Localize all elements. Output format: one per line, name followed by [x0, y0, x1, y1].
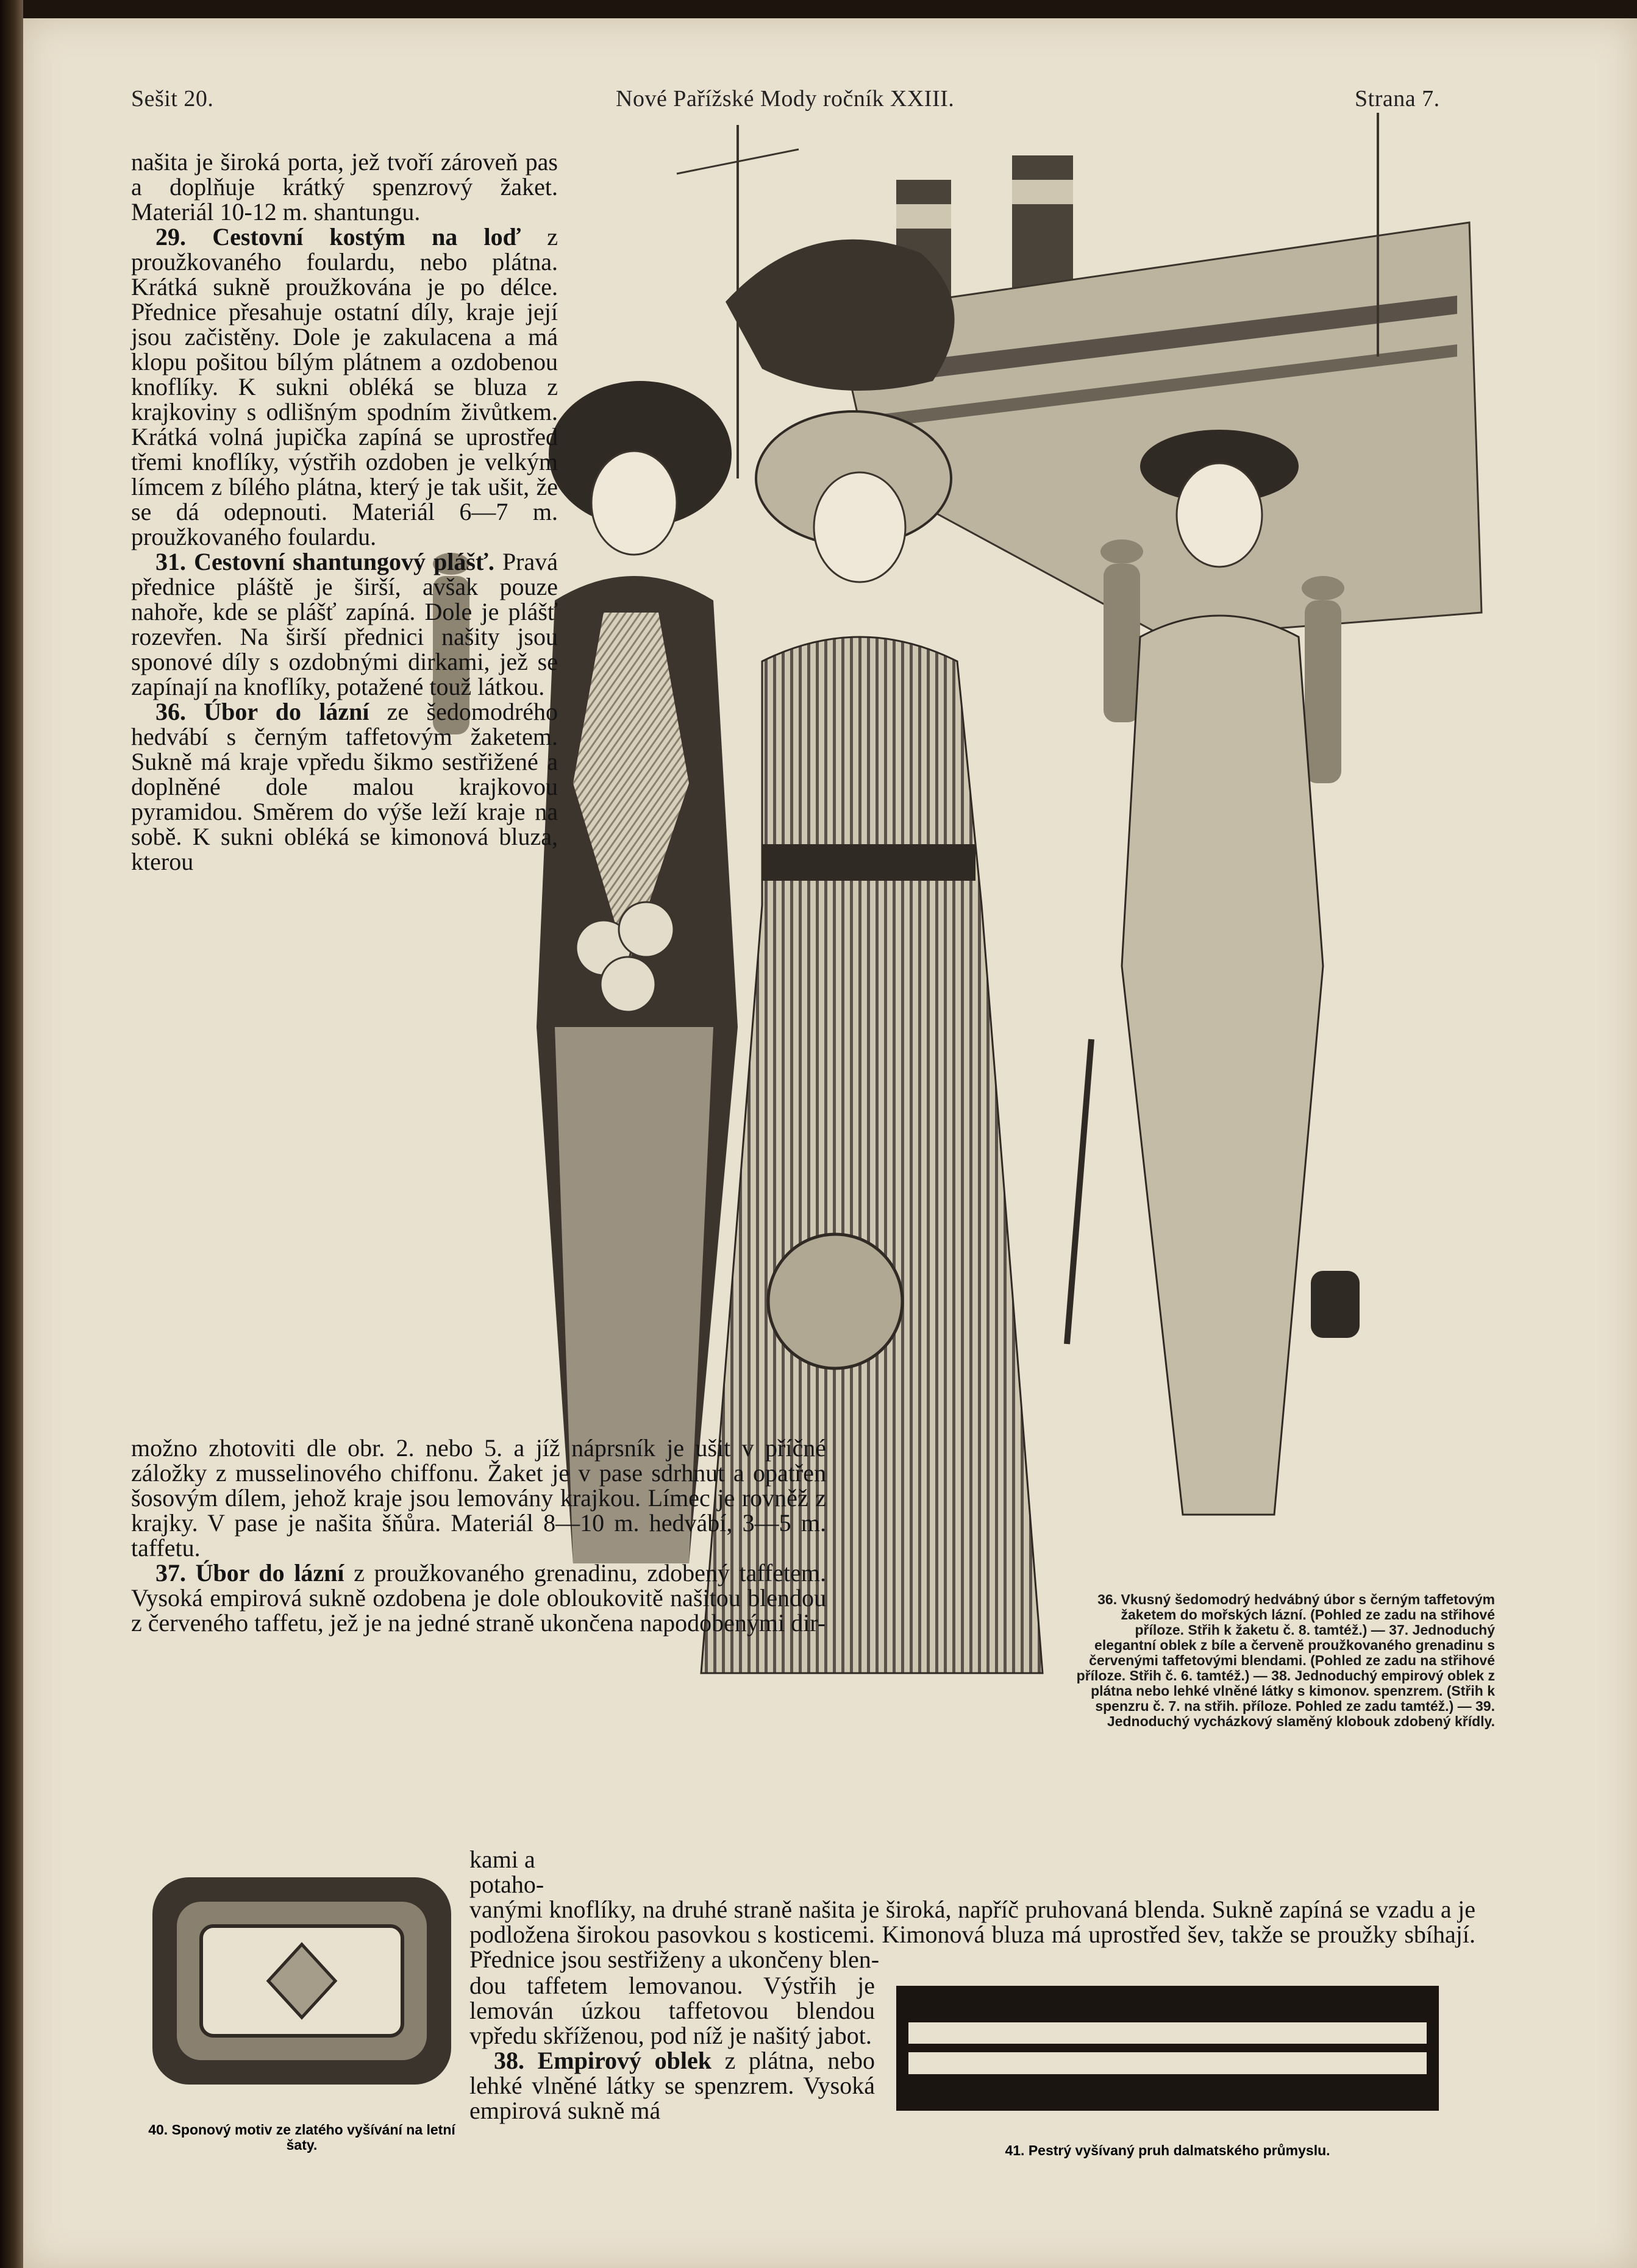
- item-title-31: Cestovní shantungový plášť.: [194, 548, 494, 575]
- item-body-29: z proužkovaného foulardu, nebo plátna. Krátká sukně proužkována je po délce. Přednice přesahuje ostatní díly, kraje její jsou začistěny. Dole je zakulacena a má klopu pošitou bílým plátnem a ozdobenou knoflíky. K sukni obléká se bluza z krajkoviny s odlišným spodním živůtkem. Krátká volná jupička zapíná se uprostřed třemi knoflíky, výstřih ozdoben je velkým límcem z bílého plátna, který je tak ušit, že se dá odepnouti. Materiál 6—7 m. proužkovaného foulardu.: [131, 223, 558, 550]
- item-body-36-narrow: ze šedomodrého hedvábí s černým taffetovým žaketem. Sukně má kraje vpředu šikmo sestřižené a doplněné dole malou krajkovou pyramidou. Směrem do výše leží kraje na sobě. K sukni obléká se kimonová bluza, kterou: [131, 698, 558, 875]
- item-number-31: 31.: [155, 548, 186, 575]
- item-body-37a: z proužkovaného grenadinu, zdobený taffetem. Vysoká empirová sukně ozdobena je dole obloukovitě našitou blendou z červeného taffetu, jež je na jedné straně ukončena napodobenými dir-: [131, 1559, 827, 1637]
- item-title-29: Cestovní kostým na loď: [212, 223, 521, 251]
- paragraph-37-d: dou taffetem lemovanou. Výstřih je lemován úzkou taffetovou blendou vpředu skříženou, pod níž je našitý jabot.: [469, 1972, 875, 2049]
- paragraph-37: [131, 1560, 826, 1635]
- item-number-38: 38.: [494, 2047, 524, 2074]
- paragraph-intro: našita je široká porta, jež tvoří zároveň pas a doplňuje krátký spenzrový žaket. Materiál 10-12 m. shantungu.: [131, 148, 558, 226]
- item-title-38: Empirový oblek: [537, 2047, 712, 2074]
- item-number-29: 29.: [155, 223, 186, 251]
- header-issue: Sešit 20.: [131, 86, 214, 112]
- column-left-upper: [131, 149, 558, 874]
- figure-41-embroidered-band: [896, 1986, 1439, 2111]
- paragraph-36-continued: možno zhotoviti dle obr. 2. nebo 5. a jíž náprsník je ušit v příčné záložky z musselinového chiffonu. Žaket je v pase sdrhnut a opatřen šosovým dílem, jehož kraje jsou lemovány krajkou. Límec je rovněž z krajky. V pase je našita šňůra. Materiál 8—10 m. hedvábí, 3—5 m. taffetu.: [131, 1434, 826, 1562]
- item-body-38: z plátna, nebo lehké vlněné látky se spenzrem. Vysoká empirová sukně má: [469, 2047, 876, 2124]
- header-page-number: Strana 7.: [1355, 86, 1440, 112]
- book-gutter: [0, 0, 23, 2268]
- paragraph-36: [131, 699, 558, 874]
- item-number-37: 37.: [155, 1559, 186, 1587]
- item-body-31: Pravá přednice pláště je širší, avšak pouze nahoře, kde se plášť zapíná. Dole je plášť rozevřen. Na širší přednici našity jsou sponové díly s ozdobnými dirkami, jež se zapínají na knoflíky, potažené touž látkou.: [131, 548, 558, 700]
- header-title: Nové Pařížské Mody ročník XXIII.: [616, 86, 955, 112]
- item-title-37: Úbor do lázní: [195, 1559, 344, 1587]
- paragraph-31: [131, 549, 558, 699]
- column-37-continuation: [469, 1847, 604, 1897]
- paragraph-38: [469, 2048, 875, 2123]
- figure-40-buckle-motif: [146, 1871, 457, 2091]
- paragraph-37-c: vanými knoflíky, na druhé straně našita je široká, napříč pruhovaná blenda. Sukně zapíná se vzadu a je podložena širokou pasovkou s kosticemi. Kimonová bluza má uprostřed šev, takže se proužky sbíhají. Přednice jsou sestřiženy a ukončeny blen-: [469, 1896, 1475, 1973]
- item-title-36: Úbor do lázní: [204, 698, 369, 725]
- figure-41-caption: 41. Pestrý vyšívaný pruh dalmatského průmyslu.: [1005, 2142, 1330, 2158]
- column-left-lower: [131, 1435, 826, 1635]
- paragraph-37-b: kami a potaho-: [469, 1846, 544, 1898]
- item-number-36: 36.: [155, 698, 186, 725]
- woman-left-figure: [537, 381, 738, 1563]
- column-bottom-middle: [469, 1973, 875, 2123]
- figure-40-caption: 40. Sponový motiv ze zlatého vyšívání na letní šaty.: [148, 2122, 455, 2153]
- paragraph-29: [131, 224, 558, 549]
- main-illustration-caption: 36. Vkusný šedomodrý hedvábný úbor s černým taffetovým žaketem do mořských lázní. (Pohled ze zadu na střihové příloze. Střih k žaketu č. 8. tamtéž.) — 37. Jednoduchý elegantní oblek z bíle a červeně proužkovaného grenadinu s červenými taffetovými blendami. (Pohled ze zadu na střihové příloze. Střih č. 6. tamtéž.) — 38. Jednoduchý empirový oblek z plátna nebo lehké vlněné látky s kimonov. spenzrem. (Střih k spenzru č. 7. na střih. příloze. Pohled ze zadu tamtéž.) — 39. Jednoduchý vycházkový slaměný klobouk zdobený křídly.: [1076, 1591, 1495, 1729]
- column-bottom-wide: [469, 1897, 1475, 1972]
